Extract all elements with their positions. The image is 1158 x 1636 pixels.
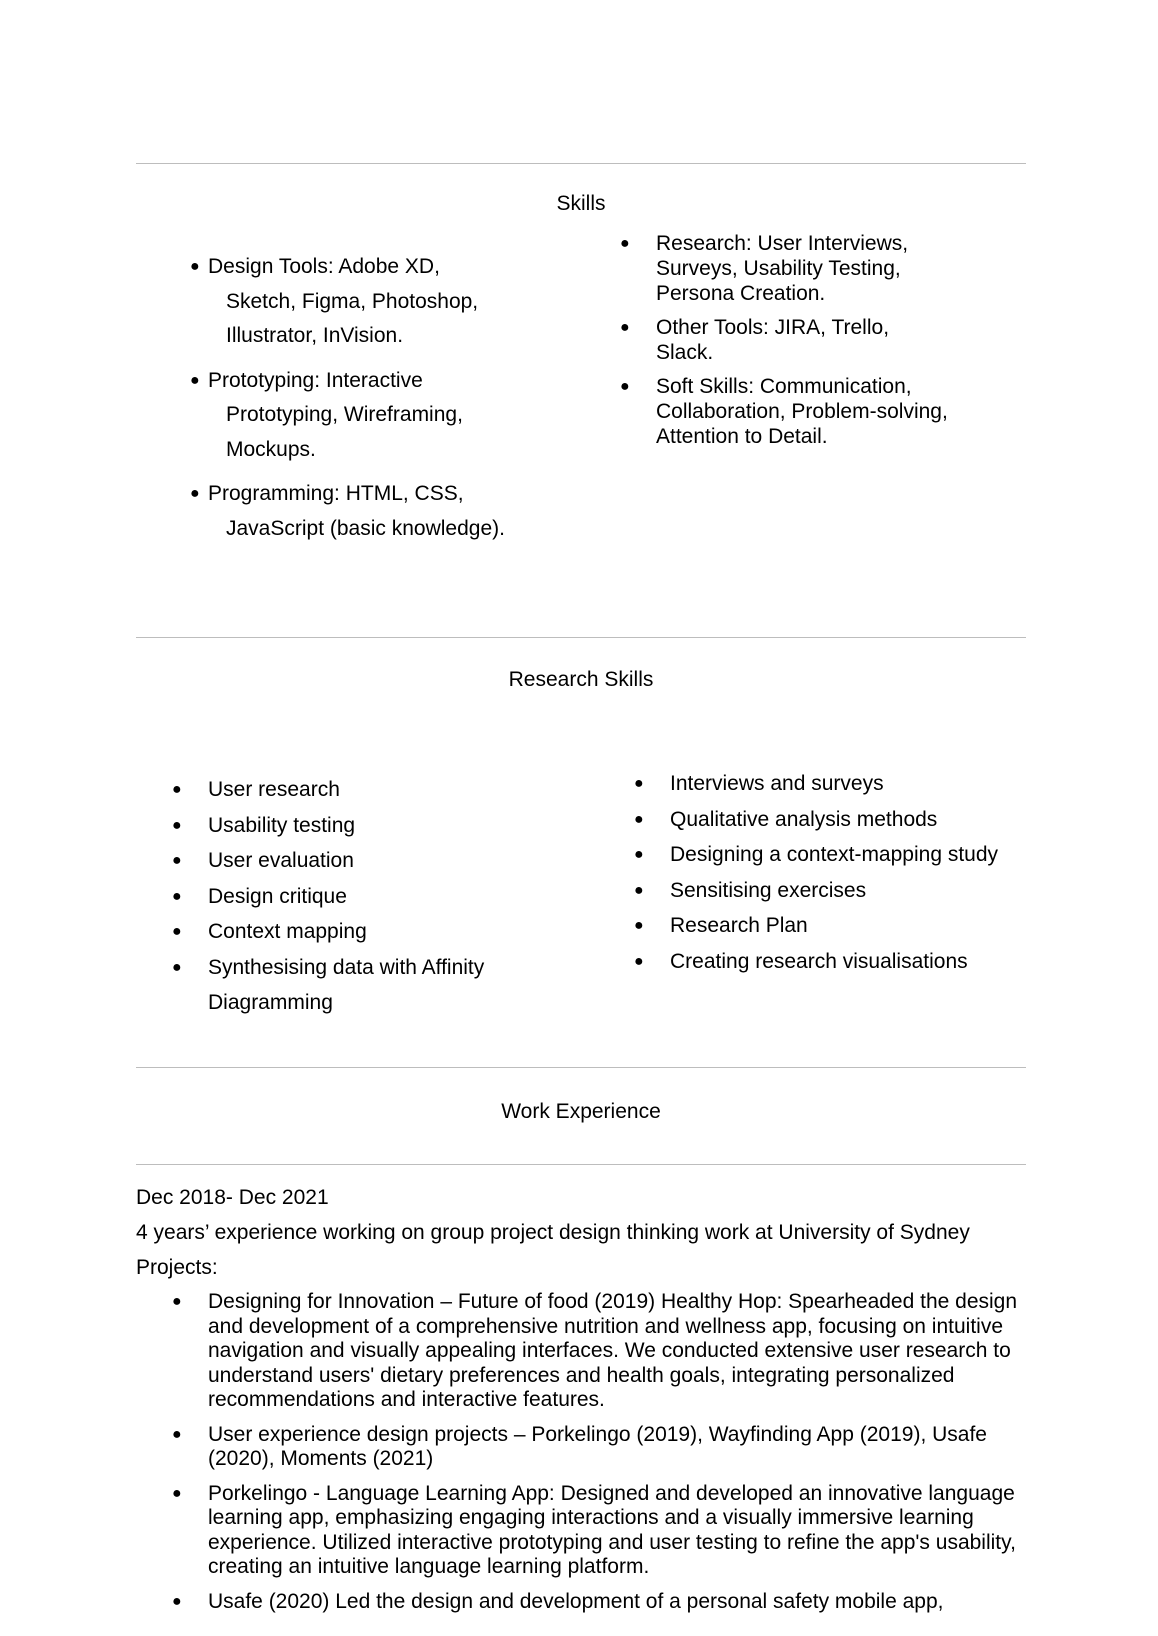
list-item: ● Designing for Innovation – Future of food (2019) Healthy Hop: Spearheaded the design and development of a comprehensive nutrition and wellness app, focusing on intuitive navigation and visually appealing interfaces. We conducted extensive user research to understand users' dietary preferences and health goals, integrating personalized recommendations and interactive features. [172, 1290, 1018, 1411]
list-item: ● User evaluation [172, 843, 572, 879]
bullet-icon: ● [172, 887, 182, 905]
research-skills-heading: Research Skills [508, 668, 654, 691]
work-summary: 4 years’ experience working on group project design thinking work at University of Sydney [136, 1221, 970, 1244]
bullet-icon: ● [634, 846, 644, 863]
bullet-icon: ● [620, 378, 630, 395]
list-item: ● Synthesising data with Affinity Diagramming [172, 950, 508, 1021]
bullet-icon: ● [172, 958, 182, 976]
list-item: ● Research: User Interviews, Surveys, Usability Testing, Persona Creation. [620, 232, 909, 305]
bullet-icon: ● [634, 917, 644, 934]
bullet-icon: ● [620, 235, 630, 252]
list-item: ● Porkelingo - Language Learning App: Designed and developed an innovative language learning app, emphasizing engaging interactions and a visually immersive learning experience. Utilized interactive prototyping and user testing to refine the app's usability, creating an intuitive language learning platform. [172, 1481, 1016, 1578]
bullet-icon: ● [190, 258, 200, 275]
divider-top [136, 163, 1026, 164]
list-item: ● Usafe (2020) Led the design and development of a personal safety mobile app, [172, 1589, 944, 1613]
bullet-icon: ● [172, 781, 182, 798]
list-item: ● Design critique [172, 879, 572, 915]
skills-right-list [620, 231, 950, 458]
list-item: ● Interviews and surveys [634, 766, 1034, 802]
bullet-icon: ● [172, 1484, 182, 1502]
work-dates: Dec 2018- Dec 2021 [136, 1186, 329, 1209]
list-item: ● Programming: HTML, CSS, JavaScript (basic knowledge). [190, 477, 510, 546]
skills-left-list [190, 250, 510, 556]
bullet-icon: ● [634, 775, 644, 792]
bullet-icon: ● [172, 1592, 182, 1610]
bullet-icon: ● [620, 319, 630, 336]
work-experience-heading: Work Experience [501, 1100, 661, 1123]
list-item: ● Qualitative analysis methods [634, 802, 1034, 838]
list-item: ● Prototyping: Interactive Prototyping, Wireframing, Mockups. [190, 364, 510, 468]
research-right-list [634, 766, 1034, 979]
list-item: ● Research Plan [634, 908, 1034, 944]
projects-list [172, 1290, 1042, 1624]
list-item: ● Designing a context-mapping study [634, 837, 1034, 873]
divider-research [136, 637, 1026, 638]
bullet-icon: ● [634, 952, 644, 970]
list-item: ● Sensitising exercises [634, 873, 1034, 909]
bullet-icon: ● [172, 1293, 182, 1310]
projects-label: Projects: [136, 1256, 218, 1279]
list-item: ● Creating research visualisations [634, 944, 1034, 980]
skills-heading: Skills [556, 192, 606, 215]
list-item: ● Context mapping [172, 914, 572, 950]
list-item: ● Soft Skills: Communication, Collaboration, Problem-solving, Attention to Detail. [620, 375, 948, 448]
list-item: ● User experience design projects – Porkelingo (2019), Wayfinding App (2019), Usafe (2020), Moments (2021) [172, 1422, 987, 1470]
bullet-icon: ● [190, 371, 200, 389]
bullet-icon: ● [172, 816, 182, 834]
bullet-icon: ● [190, 485, 200, 502]
bullet-icon: ● [634, 881, 644, 899]
bullet-icon: ● [172, 1425, 182, 1443]
bullet-icon: ● [634, 810, 644, 828]
list-item: ● Design Tools: Adobe XD, Sketch, Figma, Photoshop, Illustrator, InVision. [190, 250, 510, 354]
list-item: ● Usability testing [172, 808, 572, 844]
list-item: ● User research [172, 772, 572, 808]
research-left-list [172, 772, 572, 1021]
divider-work-bottom [136, 1164, 1026, 1165]
divider-work-top [136, 1067, 1026, 1068]
list-item: ● Other Tools: JIRA, Trello, Slack. [620, 316, 890, 364]
bullet-icon: ● [172, 852, 182, 869]
bullet-icon: ● [172, 923, 182, 940]
